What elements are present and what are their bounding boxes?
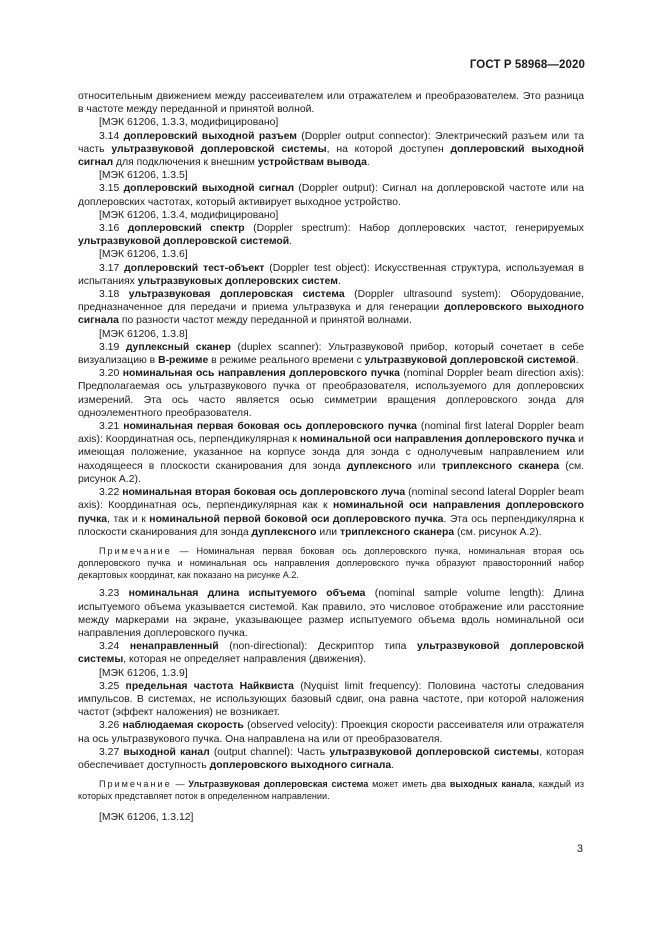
text-run: (duplex scanner): Ультразвуковой прибор, который сочетает в себе визуализацию в xyxy=(78,341,584,367)
text-run: , так и к xyxy=(107,513,150,525)
term-bold: доплеровский выходной сигнал xyxy=(123,183,295,195)
term-definition xyxy=(78,640,584,666)
term-definition xyxy=(78,262,584,288)
text-run: может иметь два xyxy=(368,779,450,790)
page-number: 3 xyxy=(576,843,583,855)
text-run: 3.23 xyxy=(99,588,129,600)
note-paragraph xyxy=(78,779,584,803)
term-definition xyxy=(78,182,584,208)
text-run: 3.20 xyxy=(99,368,123,380)
term-definition xyxy=(78,288,584,328)
term-bold: наблюдаемая скорость xyxy=(122,720,244,732)
text-run: (nominal first lateral Doppler beam axis): Координатная ось, перпендикулярная к xyxy=(78,421,584,446)
text-run: [МЭК 61206, 1.3.3, модифицировано] xyxy=(99,117,279,129)
term-bold: номинальная длина испытуемого объема xyxy=(128,588,366,600)
term-bold: номинальная первая боковая ось доплеровского пучка xyxy=(123,421,417,433)
text-run: 3.25 xyxy=(99,680,126,692)
source-reference xyxy=(78,209,584,222)
term-definition xyxy=(78,130,584,170)
text-run: или xyxy=(316,526,340,538)
text-run: , на которой доступен xyxy=(326,143,451,155)
term-bold: устройствам вывода xyxy=(257,157,367,169)
text-run: и имеющая положение, указанное на корпусе зонда для зонда с однолучевым направлением или находящееся в плоскости сканирования для зонда xyxy=(78,434,584,472)
text-run: — xyxy=(171,779,189,790)
text-run: в режиме реального времени с xyxy=(208,355,365,367)
text-run: (Doppler test object): Искусственная структура, используемая в испытаниях xyxy=(78,262,584,287)
term-definition xyxy=(78,367,584,420)
term-definition xyxy=(78,680,584,720)
term-bold: ультразвуковой доплеровской системы xyxy=(329,746,540,758)
text-run: (nominal sample volume length): Длина испытуемого объема указывается системой. Как правило, это числовое отображение или расстояние между маркерами на экране, указывающее размер испытуемого объема вдоль номинальной оси направления доплеровского пучка. xyxy=(78,588,584,639)
term-bold: дуплексный сканер xyxy=(125,341,231,353)
term-bold: ультразвуковой доплеровской системы xyxy=(78,641,584,666)
note-label: Примечание xyxy=(99,779,172,790)
term-bold: доплеровский выходной разъем xyxy=(123,130,297,142)
text-run: [МЭК 61206, 1.3.12] xyxy=(99,811,194,823)
term-bold: номинальная вторая боковая ось доплеровского луча xyxy=(122,487,406,499)
text-run: [МЭК 61206, 1.3.8] xyxy=(99,328,188,340)
text-run: (Doppler ultrasound system): Оборудование, предназначенное для передачи и приема ультразвука и для генерации xyxy=(78,289,584,314)
text-run: . xyxy=(391,759,394,771)
text-run: 3.16 xyxy=(99,223,128,235)
text-run: [МЭК 61206, 1.3.4, модифицировано] xyxy=(99,209,279,221)
text-run: , которая обеспечивает доступность xyxy=(78,746,585,771)
term-definition xyxy=(78,341,584,367)
term-definition xyxy=(78,719,584,745)
term-bold: ультразвуковой доплеровской системы xyxy=(111,143,327,155)
text-run: 3.17 xyxy=(99,262,125,274)
text-run: . xyxy=(575,355,579,367)
term-bold: ультразвуковая доплеровская система xyxy=(128,289,345,301)
term-bold: номинальной первой боковой оси доплеровского пучка xyxy=(149,513,444,525)
term-bold: дуплексного xyxy=(251,526,317,538)
text-run: (Doppler output connector): Электрический разъем или та часть xyxy=(78,130,584,155)
standard-designation: ГОСТ Р 58968—2020 xyxy=(469,59,585,71)
term-bold: ультразвуковой доплеровской системой xyxy=(78,236,290,248)
source-reference xyxy=(78,811,584,824)
text-run: (observed velocity): Проекция скорости рассеивателя или отражателя на ось ультразвукового пучка. Она направлена на или от преобразователя. xyxy=(78,720,584,745)
term-bold: доплеровский тест-объект xyxy=(124,262,265,274)
source-reference xyxy=(78,169,584,182)
text-run: [МЭК 61206, 1.3.9] xyxy=(99,667,188,679)
term-bold: ненаправленный xyxy=(129,641,219,653)
text-run: 3.19 xyxy=(99,341,126,353)
source-reference xyxy=(78,116,584,129)
document-body xyxy=(78,90,584,824)
term-definition xyxy=(78,486,584,539)
term-bold: ультразвуковой доплеровской системой xyxy=(364,355,576,367)
text-run: . xyxy=(337,275,341,287)
text-run: (output channel): Часть xyxy=(209,746,330,758)
term-bold: доплеровского выходного сигнала xyxy=(78,302,584,327)
term-bold: номинальной оси направления доплеровского пучка xyxy=(299,434,576,446)
text-run: (nominal Doppler beam direction axis): Предполагаемая ось ультразвукового пучка от преобразователя, используемого для доплеровских измерений. Эта ось часто является осью симметрии вращения доплеровского зонда для одноэлементного преобразователя. xyxy=(78,368,584,419)
text-run: относительным движением между рассеивателем или отражателем и преобразователем. Это разница в частоте между переданной и принятой волной. xyxy=(78,91,584,116)
text-run: 3.24 xyxy=(99,641,130,653)
text-run: 3.27 xyxy=(99,746,124,758)
text-run: или xyxy=(411,460,442,472)
term-bold: триплексного сканера xyxy=(339,526,455,538)
term-definition xyxy=(78,587,584,640)
text-run: 3.14 xyxy=(99,130,124,142)
text-run: 3.15 xyxy=(99,183,124,195)
term-bold: выходной канал xyxy=(123,746,210,758)
term-bold: триплексного сканера xyxy=(441,460,560,472)
term-definition xyxy=(78,420,584,486)
term-bold: номинальной оси направления доплеровского пучка xyxy=(78,500,584,525)
source-reference xyxy=(78,328,584,341)
term-bold: доплеровский спектр xyxy=(127,223,245,235)
note-label: Примечание xyxy=(99,545,172,556)
text-run: [МЭК 61206, 1.3.5] xyxy=(99,170,188,182)
text-run: 3.26 xyxy=(99,720,123,732)
text-run: (non-directional): Дескриптор типа xyxy=(218,641,417,653)
source-reference xyxy=(78,248,584,261)
term-bold: доплеровского выходного сигнала xyxy=(209,759,392,771)
term-bold: В-режиме xyxy=(158,355,209,367)
text-run: (Doppler output): Сигнал на доплеровской частоте или на доплеровских частотах, который активирует выходное устройство. xyxy=(78,183,584,208)
term-definition xyxy=(78,222,584,248)
term-bold: доплеровский выходной сигнал xyxy=(78,143,584,169)
text-run: 3.21 xyxy=(99,421,124,433)
text-run: (см. рисунок А.2). xyxy=(78,460,584,485)
text-run: 3.18 xyxy=(99,289,129,301)
term-bold: выходных канала xyxy=(449,779,533,790)
term-bold: предельная частота Найквиста xyxy=(125,680,294,692)
term-bold: Ультразвуковая доплеровская система xyxy=(188,779,369,790)
text-run: . xyxy=(366,157,370,169)
text-run: (Nyquist limit frequency): Половина частоты следования импульсов. В системах, не использующих базовый сдвиг, она равна частоте, при которой наложения частот (эффект наложения) не возникает. xyxy=(78,680,584,719)
text-run: (nominal second lateral Doppler beam axis): Координатная ось, перпендикулярная как к xyxy=(78,487,584,512)
text-run: для подключения к внешним xyxy=(113,157,258,169)
text-run: . xyxy=(289,236,293,248)
term-bold: номинальная ось направления доплеровского пучка xyxy=(122,368,400,380)
term-bold: дуплексного xyxy=(346,460,412,472)
text-run: , которая не определяет направления (движения). xyxy=(123,654,367,666)
text-run: (Doppler spectrum): Набор доплеровских частот, генерируемых xyxy=(244,223,584,235)
text-run: по разности частот между переданной и принятой волнами. xyxy=(118,315,412,327)
source-reference xyxy=(78,667,584,680)
continued-paragraph xyxy=(78,90,584,116)
text-run: , каждый из которых представляет поток в определенном направлении. xyxy=(78,779,584,801)
term-bold: ультразвуковых доплеровских систем xyxy=(137,275,338,287)
text-run: (см. рисунок А.2). xyxy=(454,526,542,538)
text-run: [МЭК 61206, 1.3.6] xyxy=(99,249,188,261)
note-paragraph xyxy=(78,546,584,581)
term-definition xyxy=(78,746,584,772)
text-run: 3.22 xyxy=(99,487,123,499)
text-run: — Номинальная первая боковая ось доплеровского пучка, номинальная вторая ось доплеровского пучка и номинальная ось направления доплеровского пучка образуют правосторонний набор декартовых координат, как показано на рисунке А.2. xyxy=(78,545,584,580)
text-run: . Эта ось перпендикулярна к плоскости сканирования для зонда xyxy=(78,513,584,538)
